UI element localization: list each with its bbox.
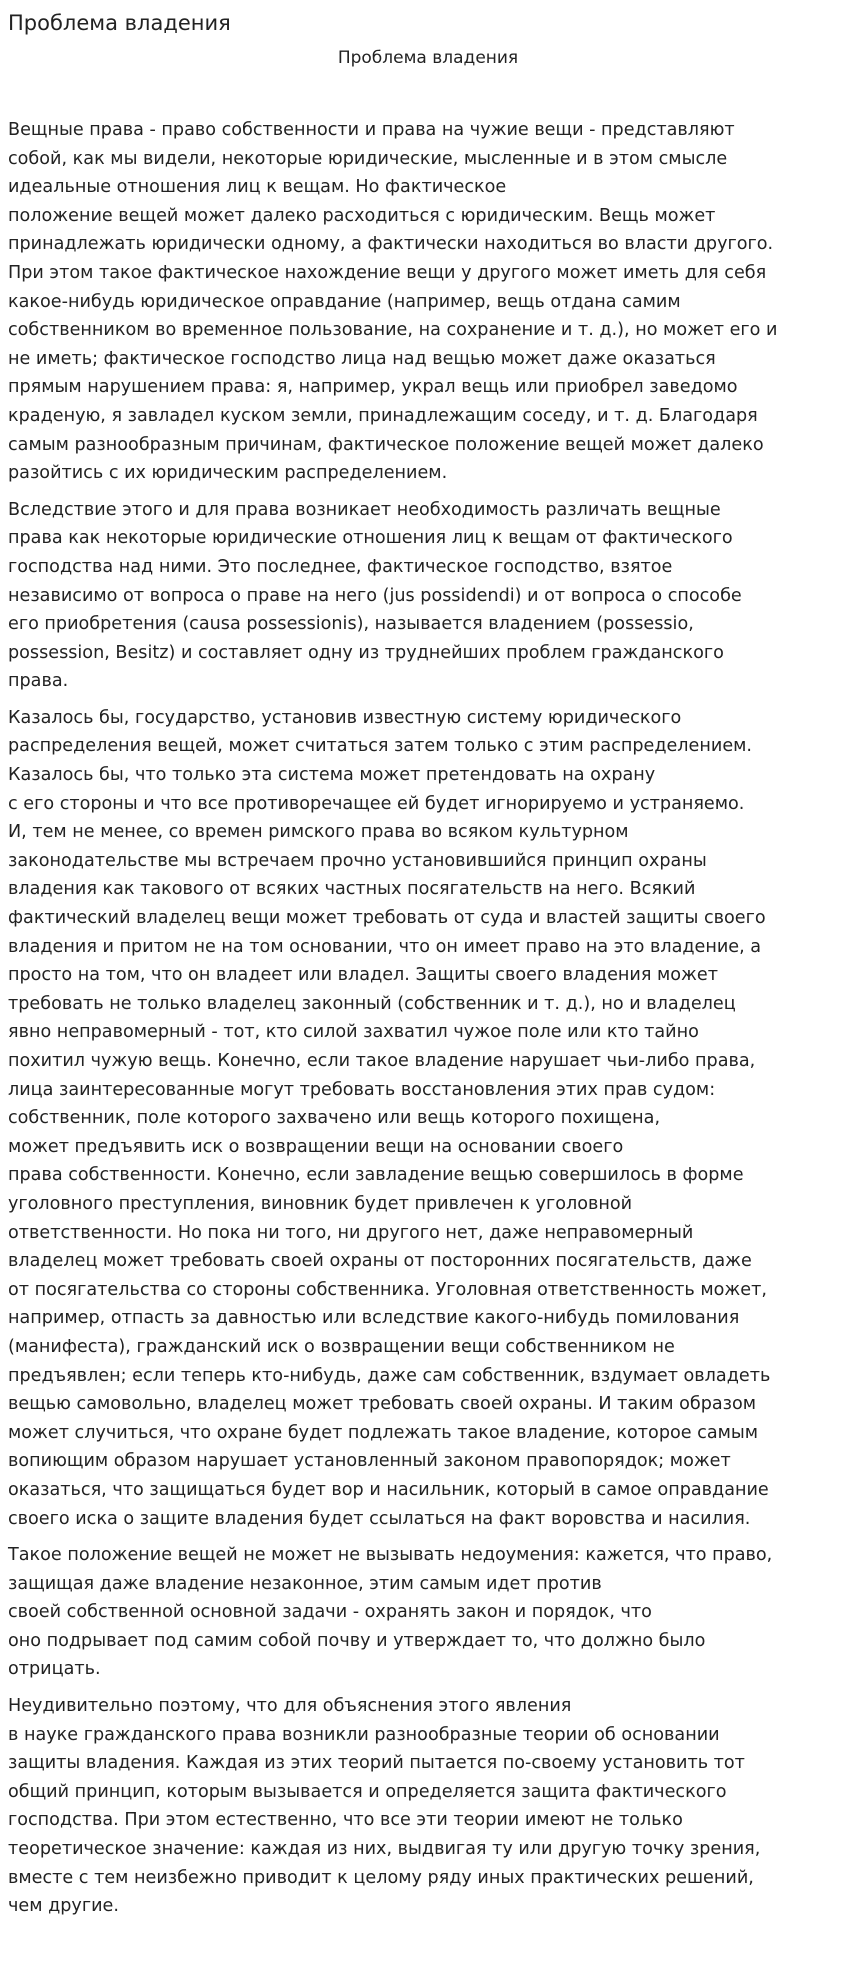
- paragraph: Неудивительно поэтому, что для объяснения этого явления в науке гражданского права возникли разнообразные теории об основании защиты владения. Каждая из этих теорий пытается по-своему установить тот общий принцип, которым вызывается и определяется защита фактического господства. При этом естественно, что все эти теории имеют не только теоретическое значение: каждая из них, выдвигая ту или другую точку зрения, вместе с тем неизбежно приводит к целому ряду иных практических решений, чем другие.: [8, 1696, 761, 1917]
- paragraph: Казалось бы, государство, установив известную систему юридического распределения вещей, может считаться затем только с этим распределением. Казалось бы, что только эта система может претендовать на охрану с его стороны и что все противоречащее ей будет игнорируемо и устраняемо. И, тем не менее, со времен римского права во всяком культурном законодательстве мы встречаем прочно установившийся принцип охраны владения как такового от всяких частных посягательств на него. Всякий фактический владелец вещи может требовать от суда и властей защиты своего владения и притом не на том основании, что он имеет право на это владение, а просто на том, что он владеет или владел. Защиты своего владения может требовать не только владелец законный (собственник и т. д.), но и владелец явно неправомерный - тот, кто силой захватил чужое поле или кто тайно похитил чужую вещь. Конечно, если такое владение нарушает чьи-либо права, лица заинтересованные могут требовать восстановления этих прав судом: собственник, поле которого захвачено или вещь которого похищена, может предъявить иск о возвращении вещи на основании своего права собственности. Конечно, если завладение вещью совершилось в форме уголовного преступления, виновник будет привлечен к уголовной ответственности. Но пока ни того, ни другого нет, даже неправомерный владелец может требовать своей охраны от посторонних посягательств, даже от посягательства со стороны собственника. Уголовная ответственность может, например, отпасть за давностью или вследствие какого-нибудь помилования (манифеста), гражданский иск о возвращении вещи собственником не предъявлен; если теперь кто-нибудь, даже сам собственник, вздумает овладеть вещью самовольно, владелец может требовать своей охраны. И таким образом может случиться, что охране будет подлежать такое владение, которое самым вопиющим образом нарушает установленный законом правопорядок; может оказаться, что защищаться будет вор и насильник, который в самое оправдание своего иска о защите владения будет ссылаться на факт воровства и насилия.: [8, 707, 771, 1529]
- paragraph: Такое положение вещей не может не вызывать недоумения: кажется, что право, защищая даже владение незаконное, этим самым идет против своей собственной основной задачи - охранять закон и порядок, что оно подрывает под самим собой почву и утверждает то, что должно было отрицать.: [8, 1545, 773, 1680]
- document-heading: Проблема владения: [337, 48, 519, 68]
- paragraph: Вещные права - право собственности и права на чужие вещи - представляют собой, как мы видели, некоторые юридические, мысленные и в этом смысле идеальные отношения лиц к вещам. Но фактическое положение вещей может далеко расходиться с юридическим. Вещь может принадлежать юридически одному, а фактически находиться во власти другого. При этом такое фактическое нахождение вещи у другого может иметь для себя какое-нибудь юридическое оправдание (например, вещь отдана самим собственником во временное пользование, на сохранение и т. д.), но может его и не иметь; фактическое господство лица над вещью может даже оказаться прямым нарушением права: я, например, украл вещь или приобрел заведомо краденую, я завладел куском земли, принадлежащим соседу, и т. д. Благодаря самым разнообразным причинам, фактическое положение вещей может далеко разойтись с их юридическим распределением.: [8, 120, 778, 484]
- paragraph: Вследствие этого и для права возникает необходимость различать вещные права как некоторые юридические отношения лиц к вещам от фактического господства над ними. Это последнее, фактическое господство, взятое независимо от вопроса о праве на него (jus possidendi) и от вопроса о способе его приобретения (causa possessionis), называется владением (possessio, possession, Besitz) и составляет одну из труднейших проблем гражданского права.: [8, 499, 742, 692]
- article-body: [8, 116, 847, 1921]
- page-title: Проблема владения: [8, 11, 231, 35]
